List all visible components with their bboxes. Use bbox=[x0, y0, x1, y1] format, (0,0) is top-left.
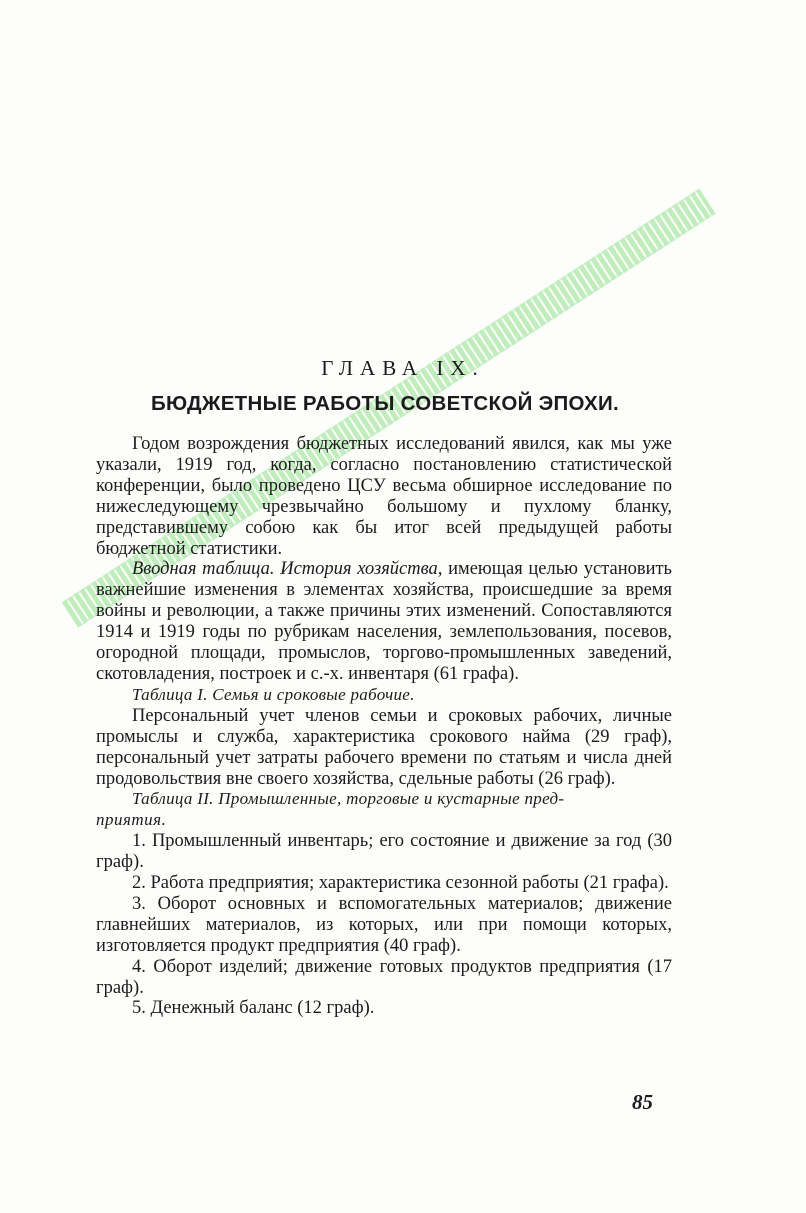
body-text bbox=[96, 434, 672, 1019]
intro-table-text: имеющая целью установить важнейшие изменения в элементах хозяйства, происшедшие за время войны и революции, а также причины этих изменений. Сопоставляются 1914 и 1919 годы по рубрикам населения, землепользования, посевов, огородной площади, промыслов, торгово-промышленных заведений, скотовладения, построек и с.-х. инвентаря (61 графа). bbox=[96, 559, 672, 684]
table1-heading-text: Таблица I. Семья и сроковые рабочие. bbox=[132, 684, 415, 704]
page-number: 85 bbox=[632, 1090, 653, 1114]
list-item-3: 3. Оборот основных и вспомогательных материалов; движение главнейших материалов, из которых, или при помощи которых, изготовляется продукт предприятия (40 граф). bbox=[96, 893, 672, 956]
chapter-label: ГЛАВА IX. bbox=[321, 356, 485, 380]
intro-table-heading: Вводная таблица. История хозяйства, bbox=[132, 559, 443, 580]
table2-heading-cont: приятия. bbox=[96, 810, 167, 830]
paragraph-intro-table bbox=[96, 559, 672, 684]
list-item-2: 2. Работа предприятия; характеристика сезонной работы (21 графа). bbox=[132, 873, 669, 894]
table2-heading-text: Таблица II. Промышленные, торговые и кустарные пред- bbox=[132, 789, 565, 809]
list-item-4: 4. Оборот изделий; движение готовых продуктов предприятия (17 граф). bbox=[96, 956, 672, 998]
paragraph-table1: Персональный учет членов семьи и сроковых рабочих, личные промыслы и служба, характеристика срокового найма (29 граф), персональный учет затраты рабочего времени по статьям и числа дней продовольствия вне своего хозяйства, сдельные работы (26 граф). bbox=[96, 705, 672, 789]
chapter-title: БЮДЖЕТНЫЕ РАБОТЫ СОВЕТСКОЙ ЭПОХИ. bbox=[151, 392, 619, 415]
paragraph-intro: Годом возрождения бюджетных исследований явился, как мы уже указали, 1919 год, когда, согласно постановлению статистической конференции, было проведено ЦСУ весьма обширное исследование по нижеследующему чрезвычайно большому и пухлому бланку, представившему собою как бы итог всей предыдущей работы бюджетной статистики. bbox=[96, 434, 672, 559]
table2-heading bbox=[96, 789, 672, 810]
table1-heading bbox=[96, 685, 672, 706]
list-item-1: 1. Промышленный инвентарь; его состояние и движение за год (30 граф). bbox=[96, 831, 672, 873]
list-item-5: 5. Денежный баланс (12 граф). bbox=[132, 998, 375, 1019]
